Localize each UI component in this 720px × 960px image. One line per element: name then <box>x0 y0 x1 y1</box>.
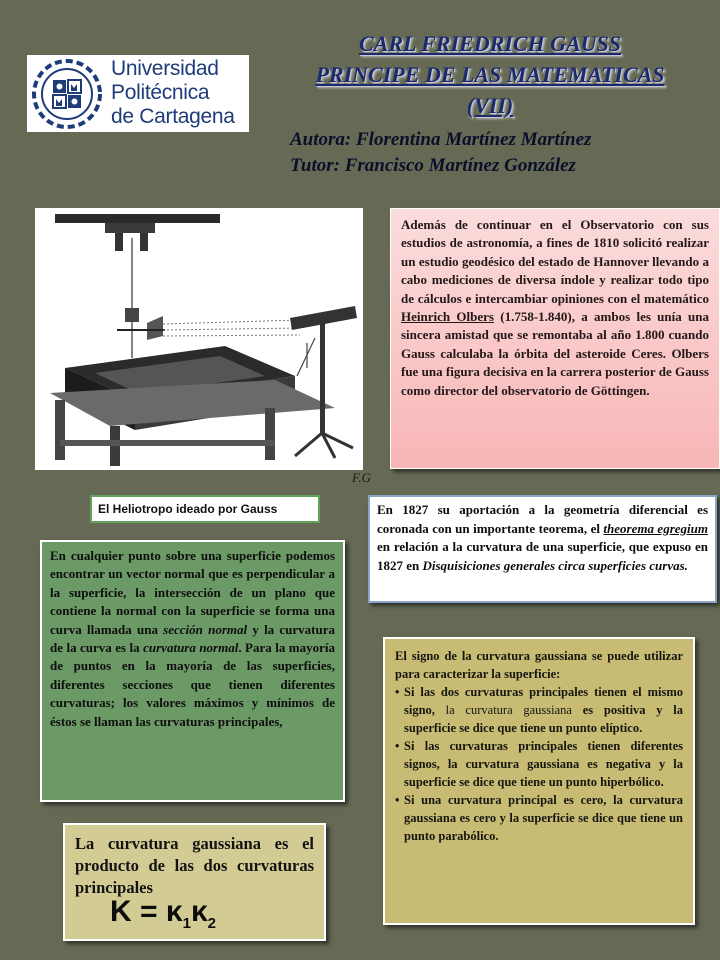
list-item <box>395 791 683 845</box>
heliotrope-caption: El Heliotropo ideado por Gauss <box>90 495 320 523</box>
signo-item-1-a: Si las dos curvaturas principales tienen el mismo signo, <box>404 685 683 717</box>
olbers-text-part-2: (1.758-1.840), a ambos les unía una sincera amistad que se remontaba al año 1.800 cuando Gauss calculaba la órbita del asteroide Ceres. Olbers fue una figura decisiva en la carrera posterior de Gauss como director del observatorio de Göttingen. <box>401 309 709 398</box>
olbers-text-box <box>390 208 720 469</box>
olbers-name-link[interactable]: Heinrich Olbers <box>401 309 494 325</box>
signo-list <box>395 683 683 845</box>
logo-wordmark <box>111 57 251 129</box>
title-line-3: (VII) <box>466 93 514 118</box>
signo-item-2: Si las curvaturas principales tienen diferentes signos, la curvatura gaussiana es negativa y la superficie se dice que tiene un punto hiperbólico. <box>404 739 683 789</box>
authors-block <box>290 127 591 179</box>
olbers-text-part-1: Además de continuar en el Observatorio con sus estudios de astronomía, a fines de 1810 solicitó realizar un estudio geodésico del estado de Hannover llevando a cabo mediciones de diversa índole y realizar todo tipo de cálculos e intercambiar opiniones con el matemático <box>401 217 709 306</box>
list-item <box>395 737 683 791</box>
poster-title <box>255 28 720 121</box>
theorema-egregium-box <box>368 495 717 603</box>
normal-text-part-2: y la curvatura de la curva es la <box>50 621 335 656</box>
signo-item-1-c: es positiva y la superficie se dice que tiene un punto elíptico. <box>404 703 684 735</box>
logo-line-3: de Cartagena <box>111 105 235 128</box>
theorema-egregium-term: theorema egregium <box>603 520 708 536</box>
signo-item-3: Si una curvatura principal es cero, la curvatura gaussiana es cero y la superficie se dice que tiene un punto parabólico. <box>404 793 683 843</box>
teorema-text-part-1: En 1827 su aportación a la geometría diferencial es coronada con un importante teorema, el <box>377 502 708 536</box>
university-logo <box>27 55 249 132</box>
formula-sub-1: 1 <box>182 915 191 932</box>
curvature-sign-box <box>383 637 695 925</box>
normal-section-box <box>40 540 345 802</box>
normal-text-part-3: . Para la mayoría de puntos en la mayoría de las superficies, diferentes secciones que tienen diferentes curvaturas; los valores máximos y mínimos de éstos se llaman las curvaturas principales, <box>50 640 335 729</box>
title-line-2: PRINCIPE DE LAS MATEMATICAS <box>315 62 665 87</box>
formula-k: K = κ <box>110 895 183 928</box>
logo-line-1: Universidad <box>111 57 219 80</box>
heliotrope-drawing <box>35 208 363 470</box>
title-line-1: CARL FRIEDRICH GAUSS <box>358 31 622 56</box>
author-line: Autora: Florentina Martínez Martínez <box>290 129 592 150</box>
product-definition-text: La curvatura gaussiana es el producto de las dos curvaturas principales <box>75 834 314 897</box>
formula-sub-2: 2 <box>207 915 217 932</box>
signo-intro: El signo de la curvatura gaussiana se puede utilizar para caracterizar la superficie: <box>395 649 683 681</box>
formula-kappa-2: κ <box>190 895 208 928</box>
normal-text-part-1: En cualquier punto sobre una superficie podemos encontrar un vector normal que es perpendicular a la superficie, la intersección de un plano que contiene la normal con la superficie se forma una curva llamada una <box>50 548 335 637</box>
list-item <box>395 683 683 737</box>
signo-item-1-b: la curvatura gaussiana <box>445 703 572 717</box>
gaussian-curvature-formula <box>110 895 216 932</box>
logo-line-2: Politécnica <box>111 81 210 104</box>
curvatura-normal-term: curvatura normal <box>143 640 239 656</box>
teorema-text-part-2: en relación a la curvatura de una superficie, que expuso en 1827 en <box>377 539 708 573</box>
upct-shield-emblem-icon <box>31 58 103 130</box>
heliotrope-illustration <box>35 208 363 470</box>
illustration-signature: F.G <box>352 470 371 485</box>
seccion-normal-term: sección normal <box>163 621 248 637</box>
disquisiciones-title: Disquisiciones generales circa superficies curvas. <box>422 557 688 573</box>
tutor-line: Tutor: Francisco Martínez González <box>290 155 576 176</box>
